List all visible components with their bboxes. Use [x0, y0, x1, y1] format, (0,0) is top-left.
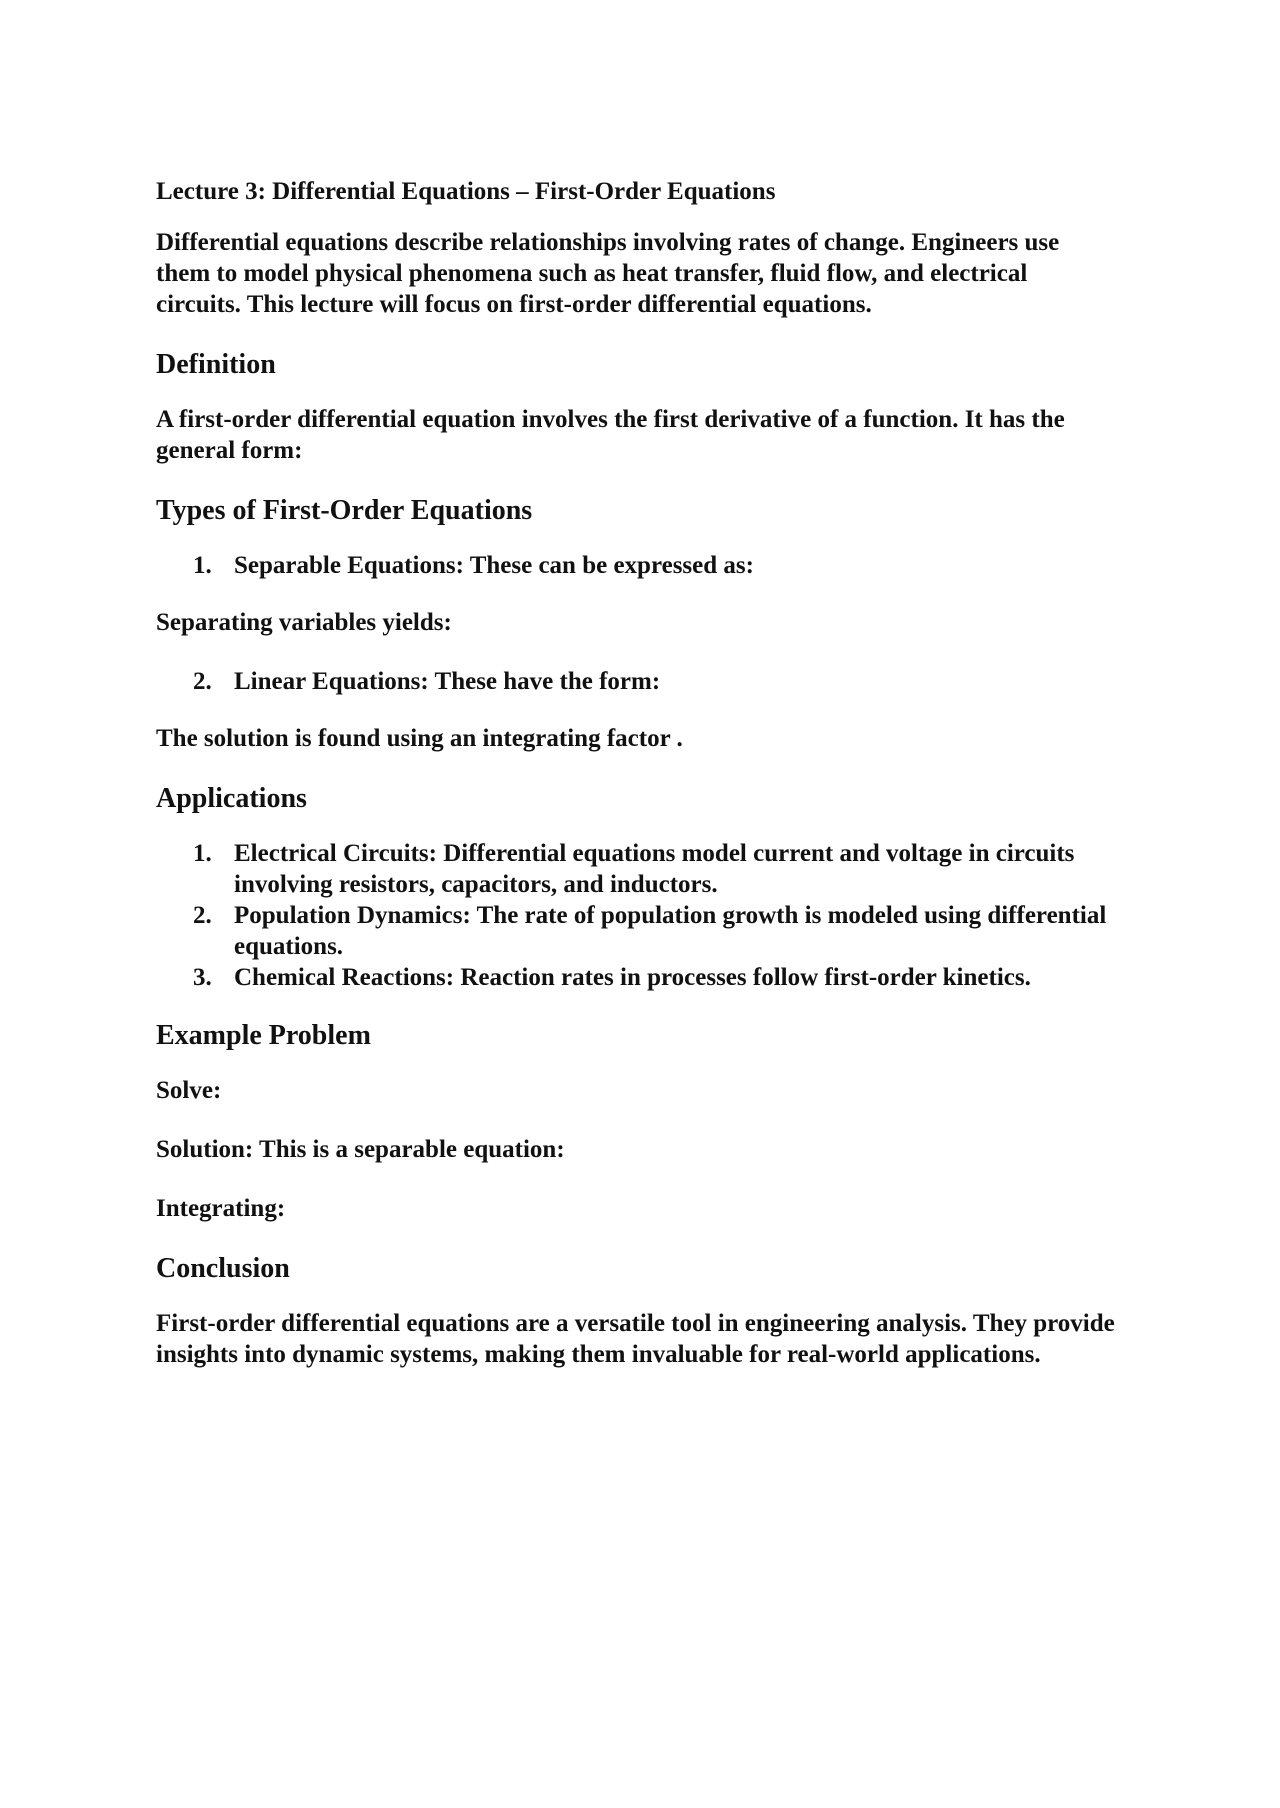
solution-paragraph: Solution: This is a separable equation:: [156, 1136, 565, 1163]
example-heading: Example Problem: [156, 1020, 371, 1051]
conclusion-heading: Conclusion: [156, 1253, 290, 1284]
definition-paragraph: A first-order differential equation involves the first derivative of a function. It has the general form:: [156, 406, 1065, 464]
applications-heading: Applications: [156, 783, 307, 814]
integrating-factor-paragraph: The solution is found using an integrating factor .: [156, 725, 683, 752]
list-item-text: Electrical Circuits: Differential equations model current and voltage in circuits involving resistors, capacitors, and inductors.: [234, 840, 1075, 898]
list-item-number: 2.: [193, 902, 212, 929]
list-item: [156, 666, 1116, 697]
applications-list: [156, 838, 1116, 993]
list-item-text: Separable Equations: These can be expressed as:: [234, 552, 754, 579]
list-item-text: Linear Equations: These have the form:: [234, 668, 661, 695]
list-item: [156, 962, 1116, 993]
document-title: Lecture 3: Differential Equations – First-Order Equations: [156, 178, 776, 205]
types-list-1: [156, 550, 1116, 581]
list-item-text: Population Dynamics: The rate of population growth is modeled using differential equations.: [234, 902, 1107, 960]
intro-paragraph: Differential equations describe relationships involving rates of change. Engineers use them to model physical phenomena such as heat transfer, fluid flow, and electrical circuits. This lecture will focus on first-order differential equations.: [156, 229, 1060, 318]
separating-paragraph: Separating variables yields:: [156, 609, 452, 636]
solve-paragraph: Solve:: [156, 1077, 222, 1104]
list-item-number: 1.: [193, 552, 212, 579]
definition-heading: Definition: [156, 349, 276, 380]
list-item-number: 3.: [193, 964, 212, 991]
types-heading: Types of First-Order Equations: [156, 495, 533, 526]
list-item-number: 2.: [193, 668, 212, 695]
list-item: [156, 550, 1116, 581]
types-list-2: [156, 666, 1116, 697]
list-item: [156, 838, 1116, 900]
list-item-text: Chemical Reactions: Reaction rates in processes follow first-order kinetics.: [234, 964, 1031, 991]
integrating-paragraph: Integrating:: [156, 1195, 286, 1222]
list-item-number: 1.: [193, 840, 212, 867]
document-page: [156, 176, 1116, 1398]
conclusion-paragraph: First-order differential equations are a versatile tool in engineering analysis. They provide insights into dynamic systems, making them invaluable for real-world applications.: [156, 1310, 1115, 1368]
list-item: [156, 900, 1116, 962]
